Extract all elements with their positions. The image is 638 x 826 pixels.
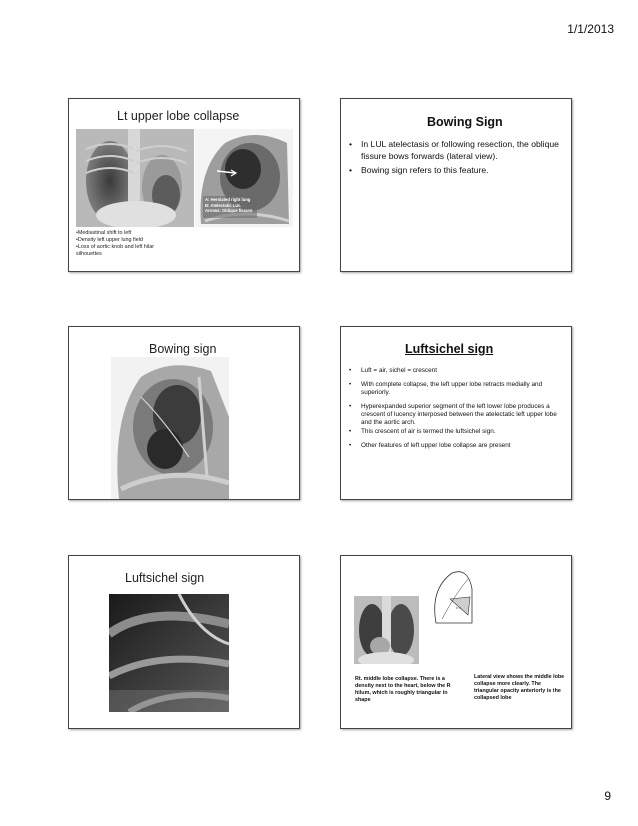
caption-left: Rt. middle lobe collapse. There is a density next to the heart, below the R hilum, which is roughly triangular in shape	[355, 676, 451, 703]
lateral-diagram-image	[428, 569, 474, 625]
slide-luftsichel-sign-text	[340, 326, 572, 500]
slide-lt-upper-lobe-collapse	[68, 98, 300, 272]
slide-bowing-sign-text	[340, 98, 572, 272]
bullet-item: • Hyperexpanded superior segment of the left lower lobe produces a crescent of lucency interposed between the atelectatic left upper lobe and the aortic arch.	[349, 403, 563, 427]
note-line: silhouettes	[76, 251, 102, 257]
xray-annotation: Arrows: Oblique fissure	[205, 208, 253, 213]
bullet-item: • This crescent of air is termed the luftsichel sign.	[349, 428, 563, 436]
slide-right-middle-lobe-collapse	[340, 555, 572, 729]
page-date: 1/1/2013	[567, 22, 614, 36]
slide-title: Luftsichel sign	[125, 571, 205, 585]
bullet-item: • Luft = air, sichel = crescent	[349, 367, 563, 375]
bullet-list	[349, 139, 561, 180]
slide-title: Lt upper lobe collapse	[117, 109, 240, 123]
note-line: •Loss of aortic knob and left hilar	[76, 244, 154, 250]
note-line: •Density left upper lung field	[76, 237, 143, 243]
frontal-chest-xray-image	[76, 129, 194, 227]
slide-bowing-sign-image	[68, 326, 300, 500]
frontal-chest-xray-image	[354, 596, 419, 664]
slide-title: Bowing sign	[149, 342, 217, 356]
xray-annotation: A: Herniated right lung	[205, 197, 251, 202]
page-number: 9	[604, 789, 611, 803]
note-line: •Mediastinal shift to left	[76, 230, 132, 236]
bullet-item: • In LUL atelectasis or following resection, the oblique fissure bows forwards (lateral view).	[349, 139, 561, 162]
caption-right: Lateral view shows the middle lobe collapse more clearly. The triangular opacity anteriorly is the collapsed lobe	[474, 674, 565, 701]
slide-luftsichel-sign-image	[68, 555, 300, 729]
lateral-chest-xray-bowing-image	[111, 357, 229, 499]
slide-notes	[76, 230, 154, 258]
bullet-item: • Other features of left upper lobe collapse are present	[349, 442, 563, 450]
bullet-list	[349, 367, 563, 456]
slide-title: Bowing Sign	[427, 115, 503, 129]
xray-annotation: B: Atelectatic LUL	[205, 202, 241, 208]
bullet-item: • Bowing sign refers to this feature.	[349, 165, 561, 177]
slide-title: Luftsichel sign	[405, 342, 494, 356]
luftsichel-xray-closeup-image	[109, 594, 229, 712]
bullet-item: • With complete collapse, the left upper lobe retracts medially and superiorly.	[349, 381, 563, 397]
svg-text:x x: x x	[456, 605, 462, 610]
